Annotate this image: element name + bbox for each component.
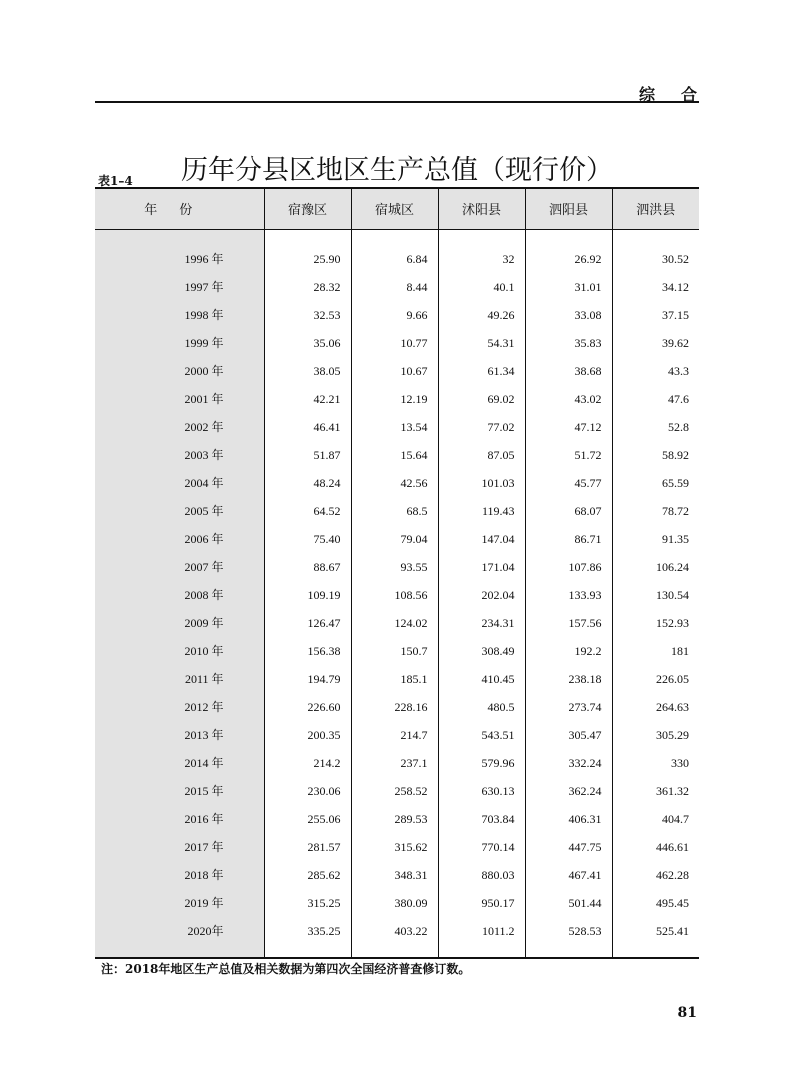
value-cell: 58.92 [612, 441, 699, 469]
table-row [95, 777, 699, 805]
value-cell: 446.61 [612, 833, 699, 861]
year-cell: 1997 年 [95, 273, 264, 301]
value-cell: 42.21 [264, 385, 351, 413]
value-cell: 69.02 [438, 385, 525, 413]
column-header: 宿豫区 [264, 188, 351, 229]
value-cell: 8.44 [351, 273, 438, 301]
value-cell: 181 [612, 637, 699, 665]
value-cell: 107.86 [525, 553, 612, 581]
value-cell: 543.51 [438, 721, 525, 749]
value-cell: 467.41 [525, 861, 612, 889]
value-cell: 495.45 [612, 889, 699, 917]
year-cell: 2013 年 [95, 721, 264, 749]
value-cell: 192.2 [525, 637, 612, 665]
value-cell: 630.13 [438, 777, 525, 805]
year-cell: 2007 年 [95, 553, 264, 581]
value-cell: 289.53 [351, 805, 438, 833]
value-cell: 119.43 [438, 497, 525, 525]
value-cell: 46.41 [264, 413, 351, 441]
table-row [95, 413, 699, 441]
column-header: 年份 [95, 188, 264, 229]
value-cell: 6.84 [351, 245, 438, 273]
year-cell: 2014 年 [95, 749, 264, 777]
table-row [95, 693, 699, 721]
value-cell: 171.04 [438, 553, 525, 581]
value-cell: 64.52 [264, 497, 351, 525]
value-cell: 91.35 [612, 525, 699, 553]
column-header: 泗洪县 [612, 188, 699, 229]
value-cell: 305.47 [525, 721, 612, 749]
value-cell: 33.08 [525, 301, 612, 329]
value-cell: 462.28 [612, 861, 699, 889]
value-cell: 308.49 [438, 637, 525, 665]
value-cell: 28.32 [264, 273, 351, 301]
value-cell: 264.63 [612, 693, 699, 721]
table-row [95, 525, 699, 553]
value-cell: 330 [612, 749, 699, 777]
value-cell: 13.54 [351, 413, 438, 441]
value-cell: 101.03 [438, 469, 525, 497]
value-cell: 406.31 [525, 805, 612, 833]
value-cell: 9.66 [351, 301, 438, 329]
table-row [95, 245, 699, 273]
table-row [95, 497, 699, 525]
value-cell: 238.18 [525, 665, 612, 693]
value-cell: 579.96 [438, 749, 525, 777]
value-cell: 37.15 [612, 301, 699, 329]
year-cell: 2018 年 [95, 861, 264, 889]
value-cell: 106.24 [612, 553, 699, 581]
page-title: 历年分县区地区生产总值（现行价） [181, 155, 613, 187]
value-cell: 185.1 [351, 665, 438, 693]
table-row [95, 469, 699, 497]
value-cell: 43.02 [525, 385, 612, 413]
value-cell: 133.93 [525, 581, 612, 609]
value-cell: 194.79 [264, 665, 351, 693]
value-cell: 39.62 [612, 329, 699, 357]
table-row [95, 385, 699, 413]
value-cell: 32.53 [264, 301, 351, 329]
table-row [95, 301, 699, 329]
year-cell: 2016 年 [95, 805, 264, 833]
value-cell: 501.44 [525, 889, 612, 917]
value-cell: 237.1 [351, 749, 438, 777]
value-cell: 703.84 [438, 805, 525, 833]
year-cell: 2004 年 [95, 469, 264, 497]
year-cell: 2017 年 [95, 833, 264, 861]
value-cell: 42.56 [351, 469, 438, 497]
value-cell: 38.05 [264, 357, 351, 385]
value-cell: 362.24 [525, 777, 612, 805]
value-cell: 10.67 [351, 357, 438, 385]
value-cell: 130.54 [612, 581, 699, 609]
value-cell: 47.12 [525, 413, 612, 441]
value-cell: 51.72 [525, 441, 612, 469]
table-row [95, 805, 699, 833]
table-row [95, 273, 699, 301]
value-cell: 273.74 [525, 693, 612, 721]
value-cell: 335.25 [264, 917, 351, 945]
table-row [95, 833, 699, 861]
value-cell: 25.90 [264, 245, 351, 273]
value-cell: 86.71 [525, 525, 612, 553]
value-cell: 157.56 [525, 609, 612, 637]
data-table [95, 187, 699, 959]
value-cell: 1011.2 [438, 917, 525, 945]
value-cell: 214.2 [264, 749, 351, 777]
value-cell: 404.7 [612, 805, 699, 833]
value-cell: 315.62 [351, 833, 438, 861]
year-cell: 2012 年 [95, 693, 264, 721]
value-cell: 87.05 [438, 441, 525, 469]
value-cell: 403.22 [351, 917, 438, 945]
year-cell: 2020年 [95, 917, 264, 945]
value-cell: 65.59 [612, 469, 699, 497]
value-cell: 332.24 [525, 749, 612, 777]
year-cell: 2000 年 [95, 357, 264, 385]
value-cell: 156.38 [264, 637, 351, 665]
column-header: 宿城区 [351, 188, 438, 229]
value-cell: 126.47 [264, 609, 351, 637]
column-header: 沭阳县 [438, 188, 525, 229]
year-cell: 2002 年 [95, 413, 264, 441]
year-cell: 2005 年 [95, 497, 264, 525]
value-cell: 48.24 [264, 469, 351, 497]
value-cell: 410.45 [438, 665, 525, 693]
value-cell: 447.75 [525, 833, 612, 861]
year-cell: 2009 年 [95, 609, 264, 637]
header-rule [95, 101, 699, 103]
table-row [95, 917, 699, 945]
year-cell: 1999 年 [95, 329, 264, 357]
value-cell: 147.04 [438, 525, 525, 553]
value-cell: 228.16 [351, 693, 438, 721]
value-cell: 45.77 [525, 469, 612, 497]
value-cell: 281.57 [264, 833, 351, 861]
table-row [95, 721, 699, 749]
value-cell: 77.02 [438, 413, 525, 441]
value-cell: 75.40 [264, 525, 351, 553]
table-row [95, 357, 699, 385]
year-cell: 2011 年 [95, 665, 264, 693]
table-row [95, 861, 699, 889]
table-row [95, 889, 699, 917]
year-cell: 2003 年 [95, 441, 264, 469]
table-row [95, 441, 699, 469]
year-cell: 2008 年 [95, 581, 264, 609]
column-header: 泗阳县 [525, 188, 612, 229]
value-cell: 78.72 [612, 497, 699, 525]
value-cell: 34.12 [612, 273, 699, 301]
year-cell: 1998 年 [95, 301, 264, 329]
table-spacer-row [95, 229, 699, 245]
table-body [95, 229, 699, 958]
value-cell: 68.07 [525, 497, 612, 525]
value-cell: 35.06 [264, 329, 351, 357]
value-cell: 258.52 [351, 777, 438, 805]
table-bottom-padding [95, 945, 699, 958]
value-cell: 214.7 [351, 721, 438, 749]
value-cell: 61.34 [438, 357, 525, 385]
table-row [95, 749, 699, 777]
value-cell: 226.60 [264, 693, 351, 721]
value-cell: 52.8 [612, 413, 699, 441]
year-cell: 2019 年 [95, 889, 264, 917]
value-cell: 54.31 [438, 329, 525, 357]
year-cell: 1996 年 [95, 245, 264, 273]
value-cell: 38.68 [525, 357, 612, 385]
value-cell: 51.87 [264, 441, 351, 469]
value-cell: 200.35 [264, 721, 351, 749]
section-label: 综合 [638, 85, 723, 104]
value-cell: 43.3 [612, 357, 699, 385]
value-cell: 32 [438, 245, 525, 273]
table-header-row [95, 188, 699, 229]
value-cell: 26.92 [525, 245, 612, 273]
footnote: 注：2018年地区生产总值及相关数据为第四次全国经济普查修订数。 [101, 962, 471, 976]
value-cell: 380.09 [351, 889, 438, 917]
value-cell: 31.01 [525, 273, 612, 301]
value-cell: 12.19 [351, 385, 438, 413]
value-cell: 150.7 [351, 637, 438, 665]
value-cell: 255.06 [264, 805, 351, 833]
value-cell: 770.14 [438, 833, 525, 861]
value-cell: 525.41 [612, 917, 699, 945]
table-row [95, 609, 699, 637]
value-cell: 47.6 [612, 385, 699, 413]
table-row [95, 329, 699, 357]
value-cell: 348.31 [351, 861, 438, 889]
value-cell: 480.5 [438, 693, 525, 721]
value-cell: 109.19 [264, 581, 351, 609]
value-cell: 108.56 [351, 581, 438, 609]
value-cell: 152.93 [612, 609, 699, 637]
value-cell: 88.67 [264, 553, 351, 581]
page-number: 81 [677, 1005, 697, 1021]
year-cell: 2001 年 [95, 385, 264, 413]
value-cell: 950.17 [438, 889, 525, 917]
value-cell: 68.5 [351, 497, 438, 525]
value-cell: 10.77 [351, 329, 438, 357]
table-row [95, 553, 699, 581]
value-cell: 202.04 [438, 581, 525, 609]
value-cell: 35.83 [525, 329, 612, 357]
table-code: 表1–4 [98, 174, 133, 188]
value-cell: 230.06 [264, 777, 351, 805]
year-cell: 2006 年 [95, 525, 264, 553]
table-row [95, 637, 699, 665]
year-cell: 2015 年 [95, 777, 264, 805]
table-row [95, 665, 699, 693]
value-cell: 234.31 [438, 609, 525, 637]
year-cell: 2010 年 [95, 637, 264, 665]
value-cell: 79.04 [351, 525, 438, 553]
value-cell: 315.25 [264, 889, 351, 917]
value-cell: 305.29 [612, 721, 699, 749]
value-cell: 49.26 [438, 301, 525, 329]
value-cell: 15.64 [351, 441, 438, 469]
value-cell: 93.55 [351, 553, 438, 581]
value-cell: 285.62 [264, 861, 351, 889]
value-cell: 880.03 [438, 861, 525, 889]
value-cell: 226.05 [612, 665, 699, 693]
table-row [95, 581, 699, 609]
value-cell: 528.53 [525, 917, 612, 945]
value-cell: 30.52 [612, 245, 699, 273]
value-cell: 361.32 [612, 777, 699, 805]
value-cell: 124.02 [351, 609, 438, 637]
value-cell: 40.1 [438, 273, 525, 301]
